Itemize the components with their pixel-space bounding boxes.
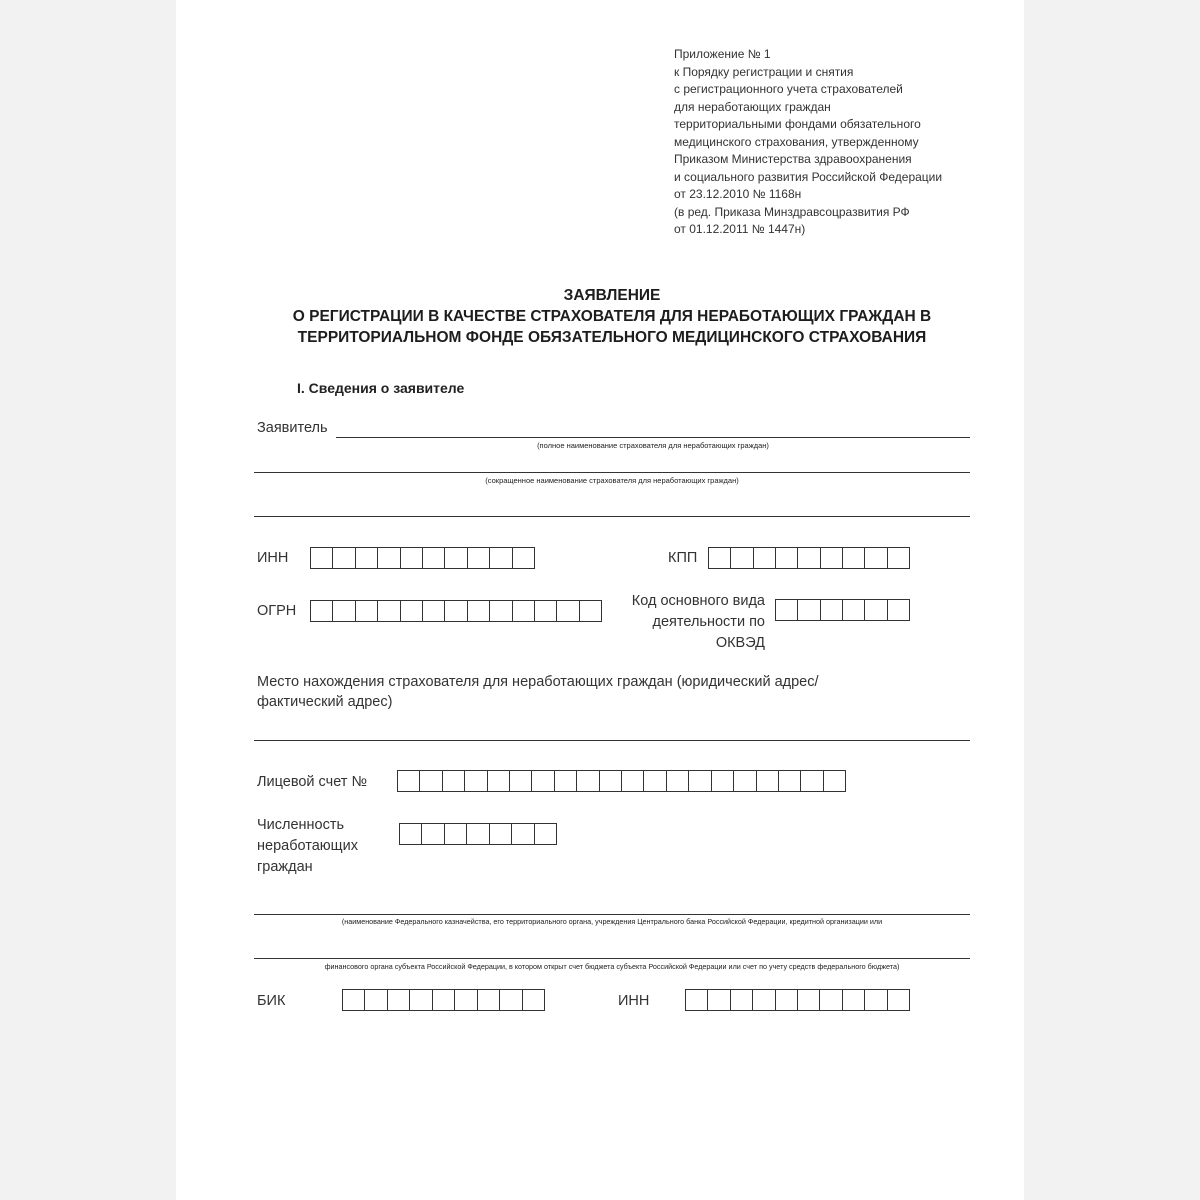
address-label-line: Место нахождения страхователя для неработающих граждан (юридический адрес/ [257,674,819,690]
appendix-line: для неработающих граждан [674,99,831,114]
count-label-line: граждан [257,859,313,875]
inn-cells[interactable] [310,547,535,569]
bik-cells[interactable] [342,989,545,1011]
appendix-line: от 01.12.2011 № 1447н) [674,222,806,236]
applicant-short-name-line[interactable] [254,472,970,473]
full-name-caption: (полное наименование страхователя для неработающих граждан) [537,441,769,450]
kpp-cells[interactable] [708,547,910,569]
document-title [176,285,1048,348]
okved-label-line: ОКВЭД [715,635,765,651]
kpp-label: КПП [668,550,698,566]
appendix-line: Приложение № 1 [674,47,771,61]
short-name-caption: (сокращенное наименование страхователя для неработающих граждан) [485,476,739,485]
treasury-caption-1: (наименование Федерального казначейства, его территориального органа, учреждения Центрального банка Российской Федерации, кредитной организации или [341,917,883,926]
count-label [257,815,358,878]
inn-label: ИНН [257,550,289,566]
address-line[interactable] [254,740,970,741]
appendix-line: и социального развития Российской Федерации [674,169,943,184]
title-line-3: ТЕРРИТОРИАЛЬНОМ ФОНДЕ ОБЯЗАТЕЛЬНОГО МЕДИЦИНСКОГО СТРАХОВАНИЯ [297,329,927,346]
count-label-line: Численность [257,817,345,833]
ogrn-label: ОГРН [257,603,297,619]
title-line-1: ЗАЯВЛЕНИЕ [563,287,661,304]
appendix-line: (в ред. Приказа Минздравсоцразвития РФ [674,204,910,219]
inn2-label: ИНН [618,993,650,1009]
address-label [257,672,819,712]
treasury-line-1[interactable] [254,914,970,915]
inn2-cells[interactable] [685,989,910,1011]
appendix-line: территориальными фондами обязательного [674,117,921,131]
applicant-extra-line[interactable] [254,516,970,517]
appendix-line: медицинского страхования, утвержденному [674,134,919,149]
appendix-line: Приказом Министерства здравоохранения [674,152,912,166]
address-label-line: фактический адрес) [257,694,393,710]
applicant-label: Заявитель [257,420,328,436]
okved-label-line: деятельности по [652,614,765,630]
okved-label-line: Код основного вида [631,593,765,609]
ogrn-cells[interactable] [310,600,602,622]
okved-cells[interactable] [775,599,910,621]
title-line-2: О РЕГИСТРАЦИИ В КАЧЕСТВЕ СТРАХОВАТЕЛЯ ДЛЯ НЕРАБОТАЮЩИХ ГРАЖДАН В [292,308,932,325]
account-cells[interactable] [397,770,846,792]
count-label-line: неработающих [257,838,358,854]
appendix-line: с регистрационного учета страхователей [674,82,903,96]
applicant-full-name-line[interactable] [336,437,970,438]
section-heading: I. Сведения о заявителе [297,380,465,396]
appendix-line: от 23.12.2010 № 1168н [674,187,802,201]
count-cells[interactable] [399,823,557,845]
treasury-caption-2: финансового органа субъекта Российской Федерации, в котором открыт счет бюджета субъекта Российской Федерации или счет по учету средств федерального бюджета) [324,962,900,971]
appendix-line: к Порядку регистрации и снятия [674,64,854,79]
treasury-line-2[interactable] [254,958,970,959]
okved-label [600,591,765,654]
account-label: Лицевой счет № [257,774,368,790]
bik-label: БИК [257,993,286,1009]
appendix-note [674,46,942,239]
